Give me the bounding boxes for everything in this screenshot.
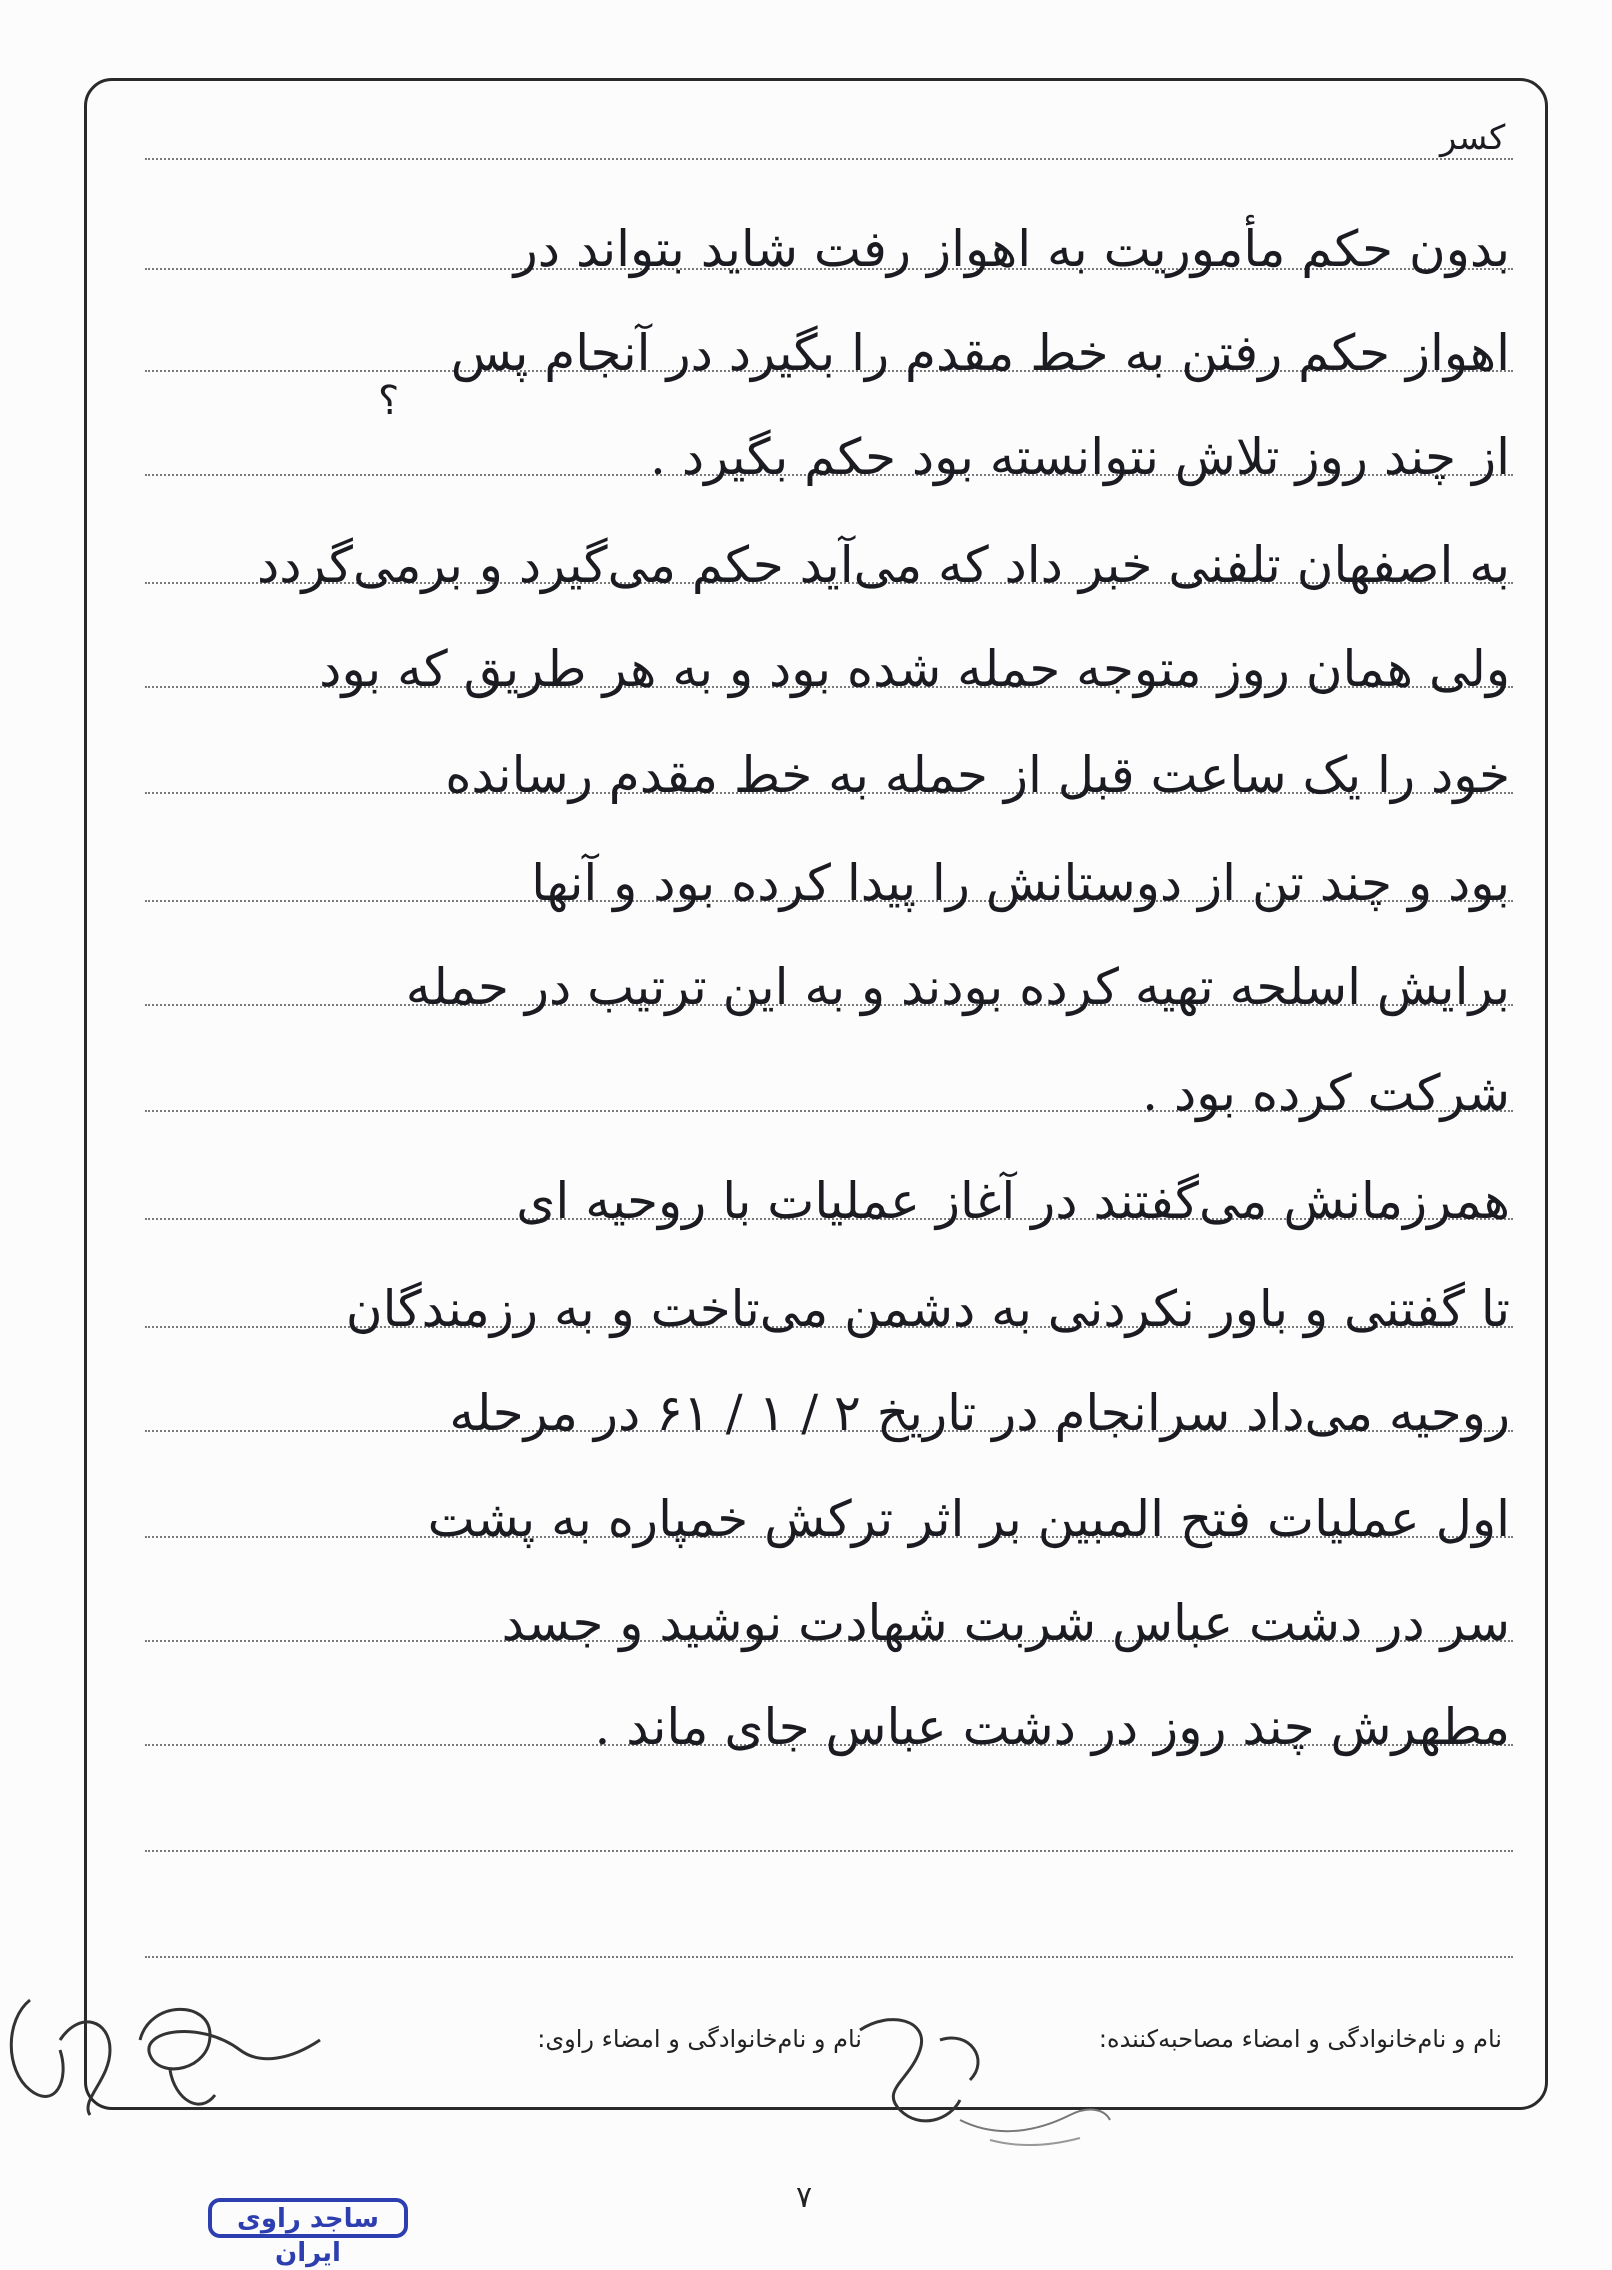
narrator-signature-label: نام و نام‌خانوادگی و امضاء راوی: bbox=[537, 2025, 862, 2053]
handwritten-line: بود و چند تن از دوستانش را پیدا کرده بود و آنها bbox=[531, 854, 1510, 912]
ruled-line bbox=[145, 1956, 1513, 1958]
handwritten-line: تا گفتنی و باور نکردنی به دشمن می‌تاخت و به رزمندگان bbox=[345, 1280, 1510, 1338]
narrator-signature bbox=[0, 1980, 330, 2120]
institution-stamp: ساجد راوی ایران bbox=[208, 2198, 408, 2238]
handwritten-line: همرزمانش می‌گفتند در آغاز عملیات با روحیه ای bbox=[516, 1172, 1510, 1230]
handwritten-line: برایش اسلحه تهیه کرده بودند و به این ترتیب در حمله bbox=[405, 958, 1510, 1016]
handwritten-line: شرکت کرده بود . bbox=[1142, 1064, 1510, 1122]
handwritten-question-mark: ؟ bbox=[378, 378, 400, 424]
interviewer-signature-label: نام و نام‌خانوادگی و امضاء مصاحبه‌کننده: bbox=[1098, 2025, 1502, 2053]
ruled-line bbox=[145, 1850, 1513, 1852]
header-handwritten-word: کسر bbox=[1440, 118, 1506, 158]
handwritten-line: مطهرش چند روز در دشت عباس جای ماند . bbox=[594, 1698, 1510, 1756]
handwritten-line: اهواز حکم رفتن به خط مقدم را بگیرد در آنجام پس bbox=[450, 324, 1510, 382]
handwritten-line: به اصفهان تلفنی خبر داد که می‌آید حکم می‌گیرد و برمی‌گردد bbox=[257, 536, 1510, 594]
handwritten-line: اول عملیات فتح المبین بر اثر ترکش خمپاره به پشت bbox=[427, 1490, 1510, 1548]
handwritten-line: خود را یک ساعت قبل از حمله به خط مقدم رسانده bbox=[445, 746, 1510, 804]
handwritten-line: از چند روز تلاش نتوانسته بود حکم بگیرد . bbox=[650, 428, 1510, 486]
ruled-line bbox=[145, 158, 1513, 160]
interviewer-signature bbox=[840, 2000, 1120, 2150]
handwritten-line: ولی همان روز متوجه حمله شده بود و به هر طریق که بود bbox=[319, 640, 1510, 698]
page-number: ۷ bbox=[796, 2180, 813, 2215]
handwritten-line: روحیه می‌داد سرانجام در تاریخ ۲ / ۱ / ۶۱ در مرحله bbox=[449, 1384, 1510, 1442]
handwritten-line: سر در دشت عباس شربت شهادت نوشید و جسد bbox=[501, 1594, 1510, 1652]
handwritten-line: بدون حکم مأموریت به اهواز رفت شاید بتواند در bbox=[513, 220, 1510, 278]
